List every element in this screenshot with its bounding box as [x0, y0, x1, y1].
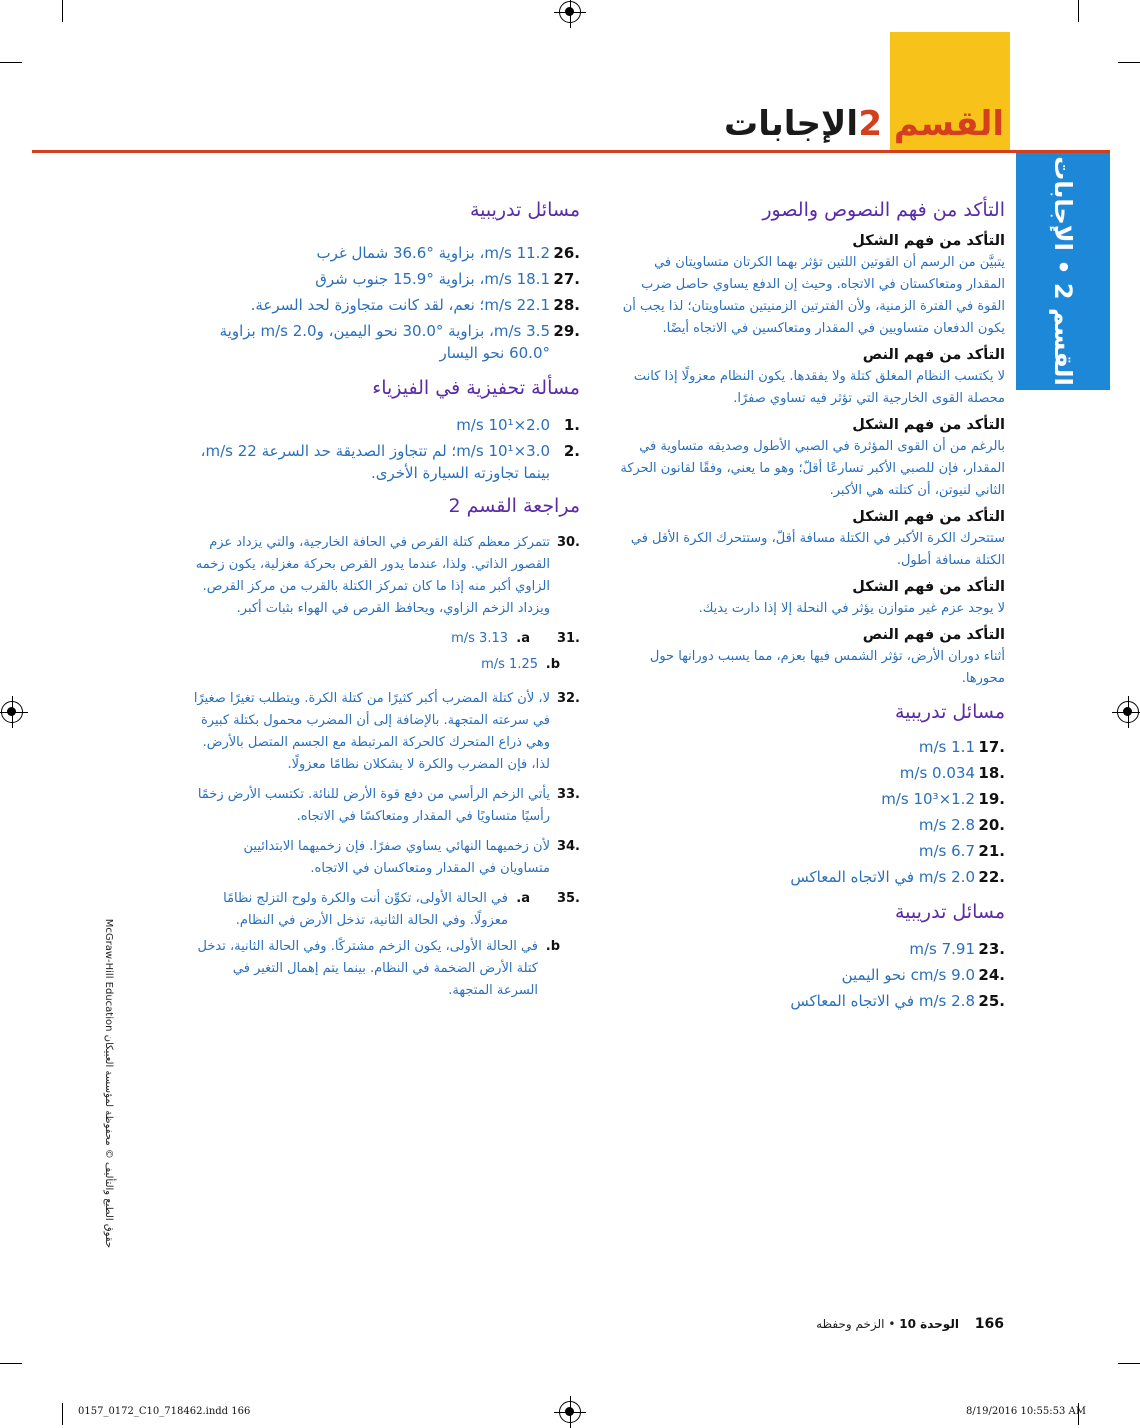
side-tab-label: القسم 2 • الإجابات	[1049, 156, 1077, 386]
answer-item	[620, 814, 1005, 836]
section-heading: مراجعة القسم 2	[448, 495, 580, 517]
answer-number: .33	[556, 787, 580, 802]
section-heading: مسائل تدريبية	[894, 901, 1005, 923]
answer-text: 9.0 cm/s نحو اليمين	[841, 966, 975, 984]
answer-item	[190, 688, 580, 776]
right-column	[620, 196, 1005, 1016]
answer-number: .31	[556, 631, 580, 646]
answer-subparts	[190, 888, 560, 1006]
answer-number: .30	[556, 535, 580, 550]
subpart	[190, 936, 580, 1002]
answer-item	[190, 320, 580, 364]
answer-number: .21	[978, 842, 1005, 860]
answer-text: 1.1 m/s	[918, 738, 975, 756]
answer-text: 18.1 m/s، بزاوية °15.9 جنوب شرق	[315, 270, 550, 288]
answer-text: يأتي الزخم الرأسي من دفع قوة الأرض للنائة. تكتسب الأرض زخمًا رأسيًا متساويًا في المقدار ومتعاكسًا في الاتجاه.	[197, 787, 550, 824]
answer-item	[190, 242, 580, 264]
subpart-text: 3.13 m/s	[451, 631, 508, 646]
check-text: أثناء دوران الأرض، تؤثر الشمس فيها بعزم، مما يسبب دورانها حول محورها.	[649, 649, 1005, 686]
registration-mark-icon	[559, 1401, 581, 1423]
crop-mark	[1078, 0, 1079, 22]
left-column	[190, 196, 580, 1014]
answer-item	[190, 784, 580, 828]
crop-mark	[0, 62, 22, 63]
check-text: لا يكتسب النظام المغلق كتلة ولا يفقدها. يكون النظام معزولًا إذا كانت محصلة القوى الخارجية التي تؤثر فيه تساوي صفرًا.	[633, 369, 1005, 406]
footer-title: • الزخم وحفظه	[816, 1317, 896, 1331]
subpart-text: في الحالة الأولى، يكون الزخم مشتركًا. وفي الحالة الثانية، تدخل كتلة الأرض الضخمة في النظام. بينما يتم إهمال التغير في السرعة المتجهة.	[197, 939, 538, 998]
answer-item	[620, 736, 1005, 758]
answer-number: .24	[978, 966, 1005, 984]
answer-text: لا، لأن كتلة المضرب أكبر كثيرًا من كتلة الكرة. ويتطلب تغيرًا صغيرًا في سرعته المتجهة. بالإضافة إلى أن المضرب محمول بكتلة كبيرة وهي ذراع المتحرك كالحركة المرتبطة مع الجسم المتصل بالأرض. لذا، فإن المضرب والكرة لا يشكلان نظامًا معزولًا.	[193, 691, 550, 772]
answer-text: 3.0×10¹ m/s؛ لم تتجاوز الصديقة حد السرعة 22 m/s، بينما تجاوزته السيارة الأخرى.	[200, 442, 550, 482]
check-block	[620, 344, 1005, 410]
answer-number: .25	[978, 992, 1005, 1010]
check-text: لا يوجد عزم غير متوازن يؤثر في النحلة إلا إذا دارت يديك.	[698, 601, 1005, 616]
copyright-notice: حقوق الطبع والتأليف © محفوظة لمؤسسة العبيكان McGraw-Hill Education	[103, 918, 114, 1248]
answer-number: .1	[563, 416, 580, 434]
answer-number: .26	[553, 244, 580, 262]
subpart-label: a.	[516, 631, 530, 646]
answer-text: 22.1 m/s؛ نعم، لقد كانت متجاوزة لحد السرعة.	[250, 296, 550, 314]
answer-number: .19	[978, 790, 1005, 808]
section-label: القسم 2	[858, 104, 1004, 144]
section-heading: مسائل تدريبية	[469, 199, 580, 221]
check-block	[620, 230, 1005, 340]
answer-item	[620, 866, 1005, 888]
answer-item	[190, 268, 580, 290]
answer-item	[190, 888, 580, 1006]
answer-number: .34	[556, 839, 580, 854]
answer-item	[190, 532, 580, 620]
answer-number: .23	[978, 940, 1005, 958]
answer-item	[190, 414, 580, 436]
crop-mark	[0, 1363, 22, 1364]
section-heading: مسألة تحفيزية في الفيزياء	[372, 377, 580, 399]
answer-number: .22	[978, 868, 1005, 886]
check-text: ستتحرك الكرة الأكبر في الكتلة مسافة أقلّ، وستتحرك الكرة الأقل في الكتلة مسافة أطول.	[630, 531, 1005, 568]
section-heading: مسائل تدريبية	[894, 701, 1005, 723]
answer-text: تتمركز معظم كتلة القرص في الحافة الخارجية، والتي يزداد عزم القصور الذاتي. ولذا، عندما يدور القرص بحركة مغزلية، يكون زخمه الزاوي أكبر منه إذا ما كان تمركز الكتلة بالقرب من مركز القرص. ويزداد الزخم الزاوي، ويحافظ القرص في الهواء بثبات أكبر.	[195, 535, 550, 616]
answer-number: .2	[563, 442, 580, 460]
answer-item	[620, 990, 1005, 1012]
answer-item	[620, 840, 1005, 862]
section-heading: التأكد من فهم النصوص والصور	[762, 199, 1005, 221]
answer-text: 3.5 m/s، بزاوية °30.0 نحو اليمين، و2.0 m/s بزاوية °60.0 نحو اليسار	[219, 322, 550, 362]
crop-mark	[62, 1403, 63, 1425]
header-rule	[32, 150, 1110, 153]
answer-list	[190, 242, 580, 364]
answer-list	[620, 938, 1005, 1012]
registration-mark-icon	[1, 701, 23, 723]
crop-mark	[62, 0, 63, 22]
answer-number: .35	[556, 891, 580, 906]
check-text: بالرغم من أن القوى المؤثرة في الصبي الأطول وصديقه متساوية في المقدار، فإن للصبي الأكبر تسارعًا أقلّ؛ وهو ما يعني، وفقًا لقانون الحركة الثاني لنيوتن، أن كتلته هي الأكبر.	[620, 439, 1005, 498]
page-footer	[816, 1316, 1004, 1332]
crop-mark	[1118, 1363, 1140, 1364]
answer-list	[190, 414, 580, 484]
answer-text: لأن زخميهما النهائي يساوي صفرًا. فإن زخميهما الابتدائيين متساويان في المقدار ومتعاكسان في الاتجاه.	[243, 839, 550, 876]
check-title: التأكد من فهم النص	[862, 627, 1005, 643]
check-block	[620, 576, 1005, 620]
check-title: التأكد من فهم الشكل	[852, 579, 1005, 595]
subpart-label: b.	[545, 939, 560, 954]
answer-list	[190, 532, 580, 1006]
registration-mark-icon	[559, 1, 581, 23]
check-title: التأكد من فهم الشكل	[852, 509, 1005, 525]
check-block	[620, 506, 1005, 572]
answer-list	[620, 736, 1005, 888]
answer-text: 2.8 m/s في الاتجاه المعاكس	[790, 992, 975, 1010]
subpart	[190, 654, 580, 676]
answer-item	[190, 836, 580, 880]
subpart	[190, 888, 550, 932]
answer-text: 0.034 m/s	[899, 764, 975, 782]
crop-mark	[1118, 62, 1140, 63]
answer-subparts	[190, 628, 560, 680]
answer-text: 2.0×10¹ m/s	[456, 416, 550, 434]
answer-number: .18	[978, 764, 1005, 782]
answer-number: .29	[553, 322, 580, 340]
answer-item	[190, 440, 580, 484]
check-text: يتبيَّن من الرسم أن القوتين اللتين تؤثر بهما الكرتان متساويتان في المقدار ومتعاكستان في الاتجاه. وحيث إن الدفع يساوي حاصل ضرب القوة في الفترة الزمنية، ولأن الفترتين الزمنيتين متساويتان؛ لذا يجب أن يكون الدفعان متساويين في المقدار ومتعاكسين في الاتجاه أيضًا.	[622, 255, 1005, 336]
answer-text: 11.2 m/s، بزاوية °36.6 شمال غرب	[316, 244, 550, 262]
answer-item	[190, 628, 580, 680]
answer-number: .27	[553, 270, 580, 288]
check-blocks	[620, 230, 1005, 690]
answer-text: 2.0 m/s في الاتجاه المعاكس	[790, 868, 975, 886]
subpart-text: 1.25 m/s	[481, 657, 538, 672]
print-slug-date: 8/19/2016 10:55:53 AM	[966, 1406, 1087, 1417]
page-number: 166	[974, 1316, 1004, 1332]
registration-mark-icon	[1117, 701, 1139, 723]
answer-text: 7.91 m/s	[909, 940, 975, 958]
subpart-label: a.	[516, 891, 530, 906]
check-title: التأكد من فهم الشكل	[852, 417, 1005, 433]
answer-number: .32	[556, 691, 580, 706]
answer-text: 2.8 m/s	[918, 816, 975, 834]
answer-number: .17	[978, 738, 1005, 756]
print-slug-file: 0157_0172_C10_718462.indd 166	[78, 1406, 251, 1417]
subpart	[190, 628, 550, 650]
check-block	[620, 624, 1005, 690]
answer-item	[190, 294, 580, 316]
answer-text: 1.2×10³ m/s	[881, 790, 975, 808]
check-block	[620, 414, 1005, 502]
check-title: التأكد من فهم النص	[862, 347, 1005, 363]
subpart-text: في الحالة الأولى، تكوِّن أنت والكرة ولوح التزلج نظامًا معزولًا. وفي الحالة الثانية، تدخل الأرض في النظام.	[223, 891, 508, 928]
answer-item	[620, 938, 1005, 960]
answer-item	[620, 964, 1005, 986]
answer-text: 6.7 m/s	[918, 842, 975, 860]
subpart-label: b.	[545, 657, 560, 672]
answer-item	[620, 762, 1005, 784]
page-title: الإجابات	[724, 104, 858, 144]
footer-unit: الوحدة 10	[899, 1317, 959, 1331]
check-title: التأكد من فهم الشكل	[852, 233, 1005, 249]
answer-number: .28	[553, 296, 580, 314]
answer-item	[620, 788, 1005, 810]
answer-number: .20	[978, 816, 1005, 834]
